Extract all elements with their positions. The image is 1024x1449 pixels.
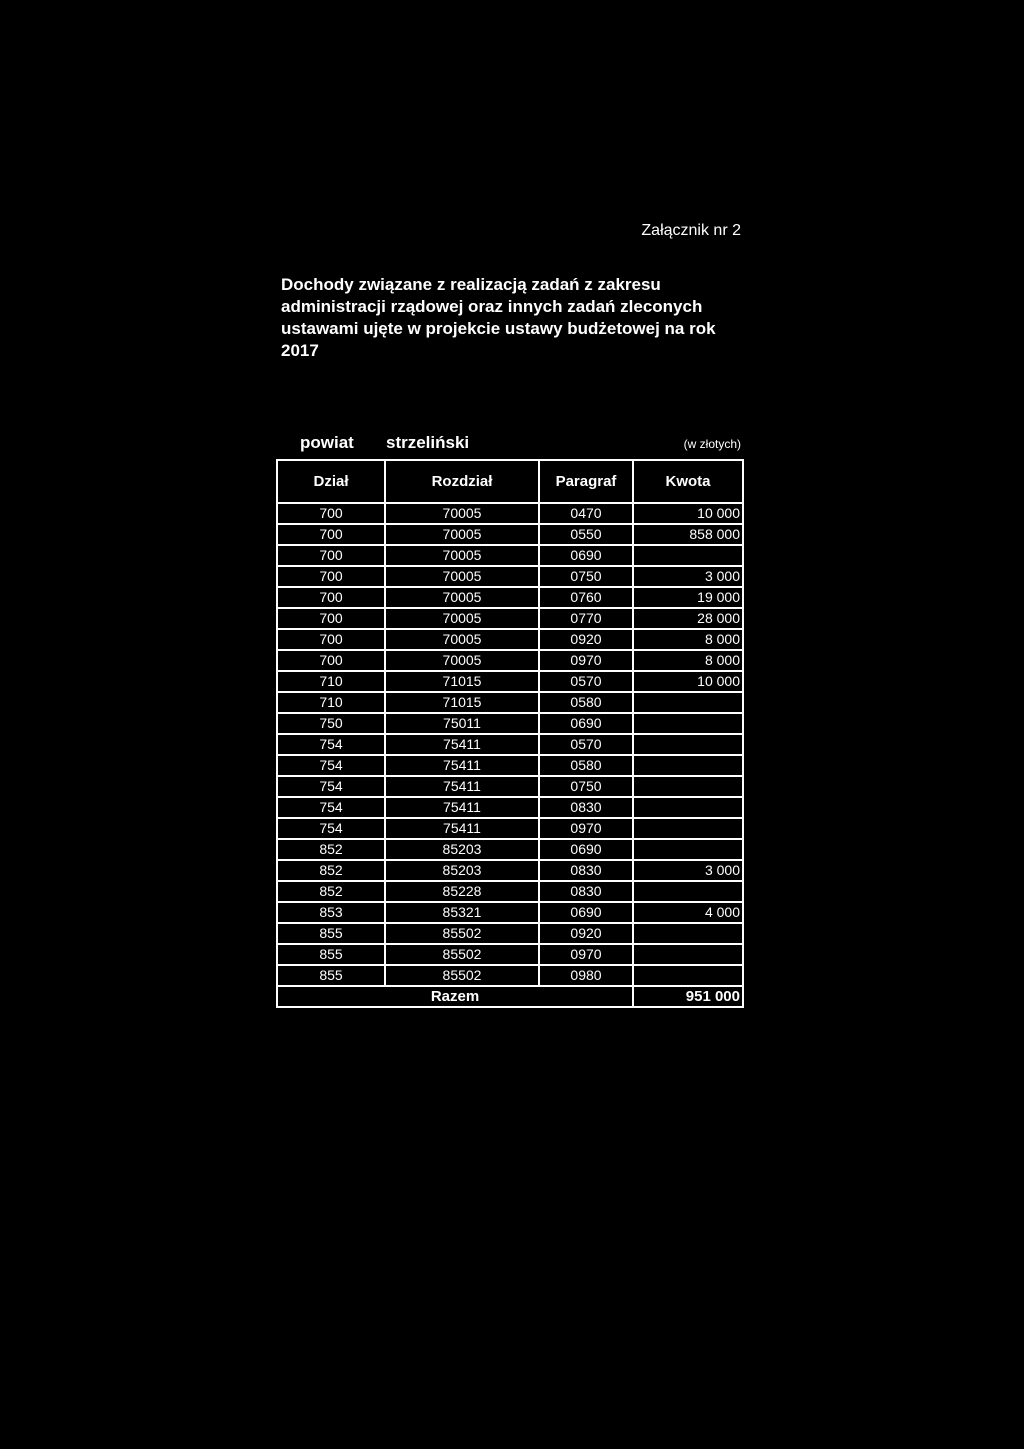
cell-paragraf: 0690 [539,839,633,860]
cell-kwota: 3 000 [633,566,743,587]
table-row [277,944,743,965]
cell-rozdzial: 71015 [385,671,539,692]
budget-table [276,459,744,1008]
cell-paragraf: 0750 [539,566,633,587]
county-heading [300,432,469,454]
cell-rozdzial: 85321 [385,902,539,923]
cell-dzial: 852 [277,839,385,860]
cell-kwota: 4 000 [633,902,743,923]
cell-kwota: 19 000 [633,587,743,608]
table-row [277,755,743,776]
cell-rozdzial: 70005 [385,629,539,650]
table-body [277,503,743,986]
cell-paragraf: 0980 [539,965,633,986]
cell-rozdzial: 70005 [385,650,539,671]
cell-kwota [633,818,743,839]
cell-paragraf: 0750 [539,776,633,797]
annex-label: Załącznik nr 2 [641,222,741,239]
table-row [277,881,743,902]
table-header-row [277,460,743,503]
cell-kwota [633,713,743,734]
cell-paragraf: 0970 [539,944,633,965]
table-row [277,545,743,566]
total-amount: 951 000 [633,986,743,1007]
table-row [277,818,743,839]
cell-dzial: 754 [277,755,385,776]
table-row [277,692,743,713]
cell-dzial: 710 [277,671,385,692]
cell-kwota [633,545,743,566]
cell-paragraf: 0570 [539,671,633,692]
header-rozdzial: Rozdział [385,460,539,503]
cell-dzial: 750 [277,713,385,734]
cell-paragraf: 0970 [539,650,633,671]
cell-rozdzial: 70005 [385,566,539,587]
cell-rozdzial: 70005 [385,545,539,566]
cell-dzial: 855 [277,965,385,986]
cell-dzial: 855 [277,944,385,965]
units-note: (w złotych) [683,437,741,451]
cell-paragraf: 0690 [539,545,633,566]
table-row [277,524,743,545]
cell-paragraf: 0470 [539,503,633,524]
table-row [277,902,743,923]
cell-paragraf: 0550 [539,524,633,545]
cell-paragraf: 0970 [539,818,633,839]
cell-paragraf: 0760 [539,587,633,608]
county-label: powiat [300,433,354,452]
cell-kwota [633,839,743,860]
table-row [277,608,743,629]
cell-rozdzial: 85502 [385,923,539,944]
cell-rozdzial: 85203 [385,860,539,881]
cell-rozdzial: 71015 [385,692,539,713]
county-name: strzeliński [386,433,470,452]
cell-paragraf: 0570 [539,734,633,755]
cell-dzial: 700 [277,503,385,524]
header-kwota: Kwota [633,460,743,503]
cell-dzial: 700 [277,629,385,650]
cell-rozdzial: 70005 [385,503,539,524]
cell-dzial: 754 [277,776,385,797]
cell-paragraf: 0830 [539,881,633,902]
table-row [277,503,743,524]
cell-dzial: 852 [277,860,385,881]
cell-kwota: 8 000 [633,650,743,671]
cell-dzial: 700 [277,524,385,545]
cell-rozdzial: 75411 [385,818,539,839]
cell-dzial: 853 [277,902,385,923]
cell-paragraf: 0770 [539,608,633,629]
table-row [277,713,743,734]
cell-dzial: 700 [277,608,385,629]
cell-dzial: 754 [277,797,385,818]
cell-kwota: 10 000 [633,671,743,692]
table-row [277,860,743,881]
table-row [277,797,743,818]
cell-kwota [633,797,743,818]
header-dzial: Dział [277,460,385,503]
cell-paragraf: 0580 [539,755,633,776]
table-row [277,776,743,797]
cell-rozdzial: 85502 [385,965,539,986]
document-title: Dochody związane z realizacją zadań z zakresu administracji rządowej oraz innych zadań zleconych ustawami ujęte w projekcie ustawy budżetowej na rok 2017 [281,275,716,360]
table-row [277,650,743,671]
table-row [277,587,743,608]
cell-dzial: 855 [277,923,385,944]
cell-paragraf: 0690 [539,713,633,734]
cell-dzial: 700 [277,587,385,608]
table-row [277,566,743,587]
cell-kwota [633,965,743,986]
cell-dzial: 700 [277,566,385,587]
cell-kwota: 10 000 [633,503,743,524]
cell-rozdzial: 70005 [385,524,539,545]
table-row [277,965,743,986]
cell-paragraf: 0830 [539,797,633,818]
cell-dzial: 700 [277,545,385,566]
cell-rozdzial: 75011 [385,713,539,734]
cell-paragraf: 0690 [539,902,633,923]
cell-dzial: 754 [277,734,385,755]
cell-kwota: 28 000 [633,608,743,629]
cell-kwota [633,881,743,902]
cell-kwota [633,923,743,944]
table-row [277,923,743,944]
header-paragraf: Paragraf [539,460,633,503]
cell-kwota: 858 000 [633,524,743,545]
cell-paragraf: 0920 [539,629,633,650]
cell-kwota: 8 000 [633,629,743,650]
cell-kwota [633,734,743,755]
cell-kwota [633,692,743,713]
cell-dzial: 710 [277,692,385,713]
cell-paragraf: 0920 [539,923,633,944]
table-row [277,671,743,692]
cell-rozdzial: 75411 [385,734,539,755]
cell-dzial: 700 [277,650,385,671]
cell-rozdzial: 85203 [385,839,539,860]
total-row [277,986,743,1007]
cell-rozdzial: 85228 [385,881,539,902]
cell-rozdzial: 85502 [385,944,539,965]
cell-rozdzial: 70005 [385,608,539,629]
cell-paragraf: 0830 [539,860,633,881]
cell-paragraf: 0580 [539,692,633,713]
cell-kwota: 3 000 [633,860,743,881]
total-label: Razem [277,986,633,1007]
cell-rozdzial: 75411 [385,776,539,797]
cell-kwota [633,755,743,776]
cell-rozdzial: 70005 [385,587,539,608]
table-row [277,839,743,860]
cell-kwota [633,944,743,965]
table-row [277,629,743,650]
cell-dzial: 754 [277,818,385,839]
cell-kwota [633,776,743,797]
cell-rozdzial: 75411 [385,797,539,818]
table-row [277,734,743,755]
cell-dzial: 852 [277,881,385,902]
cell-rozdzial: 75411 [385,755,539,776]
